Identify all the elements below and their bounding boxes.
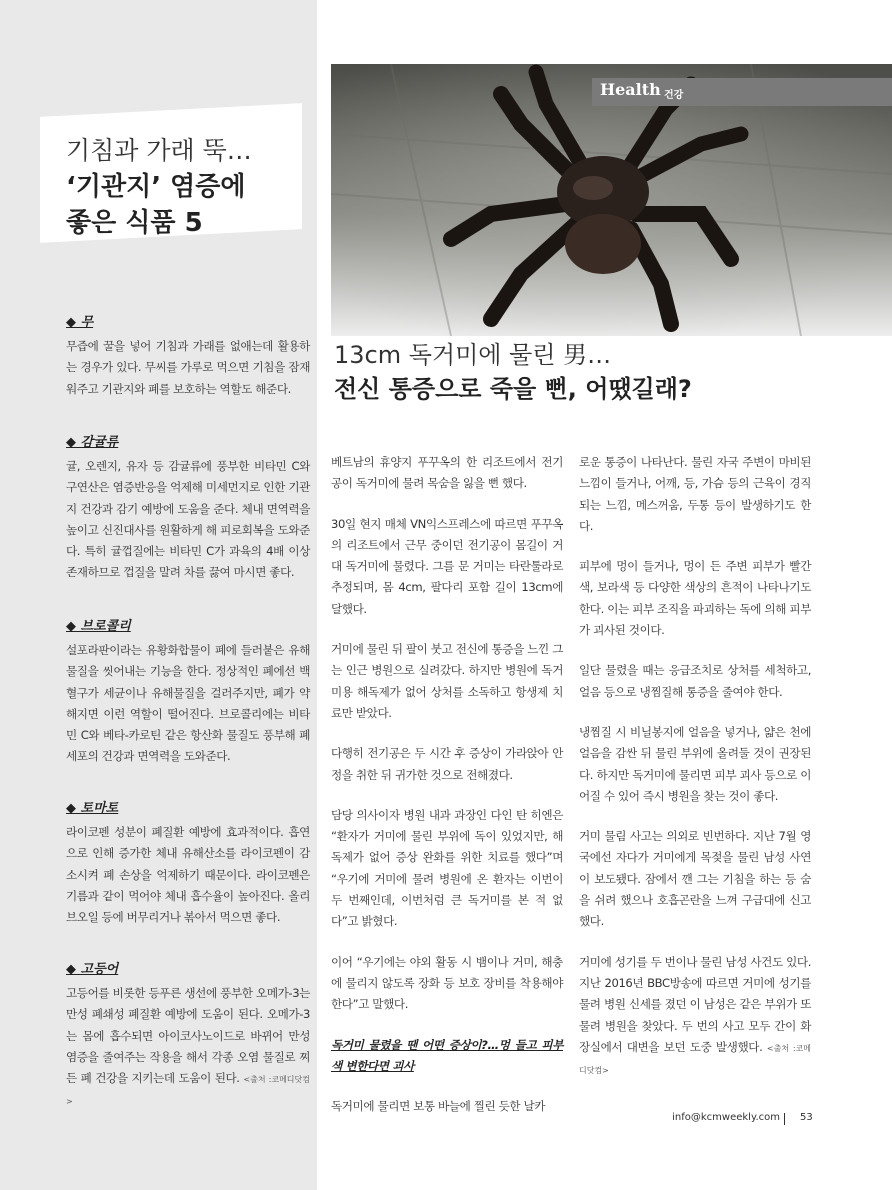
article-paragraph: 일단 물렸을 때는 응급조치로 상처를 세척하고, 얼음 등으로 냉찜질해 통증을 줄여야 한다. [579,663,811,699]
page-number: 53 [800,1112,813,1123]
article-paragraph: 거미에 물린 뒤 팔이 붓고 전신에 통증을 느낀 그는 인근 병원으로 실려갔다. 하지만 병원에 독거미용 해독제가 없어 상처를 소독하고 항생제 치료만 받았다. [331,642,563,720]
sidebar-title [66,133,306,241]
section-tag [592,78,892,106]
food-heading: ◆ 고등어 [66,962,119,977]
food-body [66,983,310,1113]
article-title [334,340,854,406]
article-paragraph: 30일 현지 매체 VN익스프레스에 따르면 푸꾸옥의 리조트에서 근무 중이던 전기공이 몸길이 거대 독거미에 물렸다. 그를 문 거미는 타란툴라로 추정되며, 몸 4cm, 팔다리 포함 길이 13cm에 달했다. [331,516,563,616]
food-body: 라이코펜 성분이 폐질환 예방에 효과적이다. 흡연으로 인해 증가한 체내 유해산소를 라이코펜이 감소시켜 폐 손상을 억제하기 때문이다. 라이코펜은 기름과 같이 먹어야 체내 흡수율이 높아진다. 올리브오일 등에 버무리거나 볶아서 먹으면 좋다. [66,825,310,925]
sidebar-title-line2: ‘기관지’ 염증에 [66,172,246,202]
sidebar-title-line3: 좋은 식품 5 [66,208,203,238]
article-paragraph: 로운 통증이 나타난다. 물린 자국 주변이 마비된 느낌이 들거나, 어깨, 등, 가슴 등의 근육이 경직되는 느낌, 메스꺼움, 두통 등이 발생하기도 한다. [579,455,811,533]
article-paragraph: 거미 물림 사고는 의외로 빈번하다. 지난 7월 영국에선 자다가 거미에게 목젖을 물린 남성 사연이 보도됐다. 잠에서 깬 그는 기침을 하는 등 숨을 쉬려 했으나 호흡곤란을 느껴 구급대에 신고했다. [579,829,811,929]
food-body: 귤, 오렌지, 유자 등 감귤류에 풍부한 비타민 C와 구연산은 염증반응을 억제해 미세먼지로 인한 기관지 건강과 감기 예방에 도움을 준다. 체내 면역력을 높이고 신진대사를 원활하게 해 피로회복을 도와준다. 특히 귤껍질에는 비타민 C가 과육의 4배 이상 존재하므로 껍질을 말려 차를 끓여 마시면 좋다. [66,459,310,580]
page-footer [0,1112,892,1126]
article-paragraph-text: 거미에 성기를 두 번이나 물린 남성 사건도 있다. 지난 2016년 BBC방송에 따르면 거미에 성기를 물려 병원 신세를 졌던 이 남성은 같은 부위가 또 물려 병원을 찾았다. 두 번의 사고 모두 간이 화장실에서 대변을 보던 도중 발생했다. [579,954,811,1054]
food-heading: ◆ 토마토 [66,801,119,816]
article-paragraph [579,952,811,1082]
sidebar-title-line1: 기침과 가래 뚝… [66,136,252,165]
food-item-citrus [66,434,310,584]
article-title-line2: 전신 통증으로 죽을 뻔, 어땠길래? [334,375,692,403]
food-heading: ◆ 감귤류 [66,435,119,450]
article-subheading: 독거미 물렸을 땐 어떤 증상이?…멍 들고 피부색 변한다면 괴사 [331,1037,563,1073]
food-item-broccoli [66,618,310,768]
food-heading: ◆ 무 [66,315,94,330]
article-paragraph: 독거미에 물리면 보통 바늘에 찔린 듯한 날카 [331,1099,546,1114]
article-paragraph: 냉찜질 시 비닐봉지에 얼음을 넣거나, 얇은 천에 얼음을 감싼 뒤 물린 부위에 올려둘 것이 권장된다. 하지만 독거미에 물리면 피부 괴사 등으로 이어질 수 있어 즉시 병원을 찾는 것이 좋다. [579,724,811,803]
article-column-1 [331,452,563,1136]
article-title-line1: 13cm 독거미에 물린 男… [334,341,612,369]
food-credit: <출처 :코메디닷컴> [66,1075,310,1107]
article-paragraph: 베트남의 휴양지 푸꾸옥의 한 리조트에서 전기공이 독거미에 물려 목숨을 잃을 뻔 했다. [331,455,563,491]
food-body-text: 고등어를 비롯한 등푸른 생선에 풍부한 오메가-3는 만성 폐쇄성 폐질환 예방에 도움이 된다. 오메가-3는 몸에 흡수되면 아이코사노이드로 바뀌어 만성 염증을 줄여주는 작용을 해서 각종 오염 물질로 찌든 폐 건강을 지키는데 도움이 된다. [66,986,310,1086]
food-heading: ◆ 브로콜리 [66,619,131,634]
food-item-radish [66,314,310,400]
food-item-mackerel [66,961,310,1113]
food-body: 설포라판이라는 유황화합물이 폐에 들러붙은 유해물질을 씻어내는 기능을 한다. 정상적인 폐에선 백혈구가 세균이나 유해물질을 걸러주지만, 폐가 약해지면 이런 역할이 떨어진다. 브로콜리에는 비타민 C와 베타-카로틴 같은 항산화 물질도 풍부해 폐 세포의 건강과 면역력을 도와준다. [66,643,310,764]
article-paragraph: 이어 “우기에는 야외 활동 시 뱀이나 거미, 해충에 물리지 않도록 장화 등 보호 장비를 착용해야 한다”고 말했다. [331,954,563,1012]
food-body: 무즙에 꿀을 넣어 기침과 가래를 없애는데 활용하는 경우가 있다. 무씨를 가루로 먹으면 기침을 잠재워주고 기관지와 폐를 보호하는 역할도 해준다. [66,339,310,396]
food-item-tomato [66,800,310,928]
article-credit: <출처 :코메디닷컴> [579,1043,811,1076]
footer-divider [784,1113,785,1125]
article-paragraph: 피부에 멍이 들거나, 멍이 든 주변 피부가 빨간색, 보라색 등 다양한 색상의 흔적이 나타나기도 한다. 이는 피부 조직을 파괴하는 독에 의해 피부가 괴사된 것이다. [579,559,811,638]
article-paragraph: 다행히 전기공은 두 시간 후 증상이 가라앉아 안정을 취한 뒤 귀가한 것으로 전해졌다. [331,746,563,782]
footer-email[interactable]: info@kcmweekly.com [672,1112,780,1123]
section-tag-en: Health [600,80,661,99]
article-column-2 [579,452,811,1100]
article-paragraph: 담당 의사이자 병원 내과 과장인 다인 탄 히엔은 “환자가 거미에 물린 부위에 독이 있었지만, 해독제가 없어 증상 완화를 위한 치료를 했다”며 “우기에 거미에 물려 병원에 온 환자는 이번이 두 번째인데, 이번처럼 큰 독거미를 본 적 없다”고 밝혔다. [331,807,563,929]
section-tag-ko: 건강 [664,90,684,101]
